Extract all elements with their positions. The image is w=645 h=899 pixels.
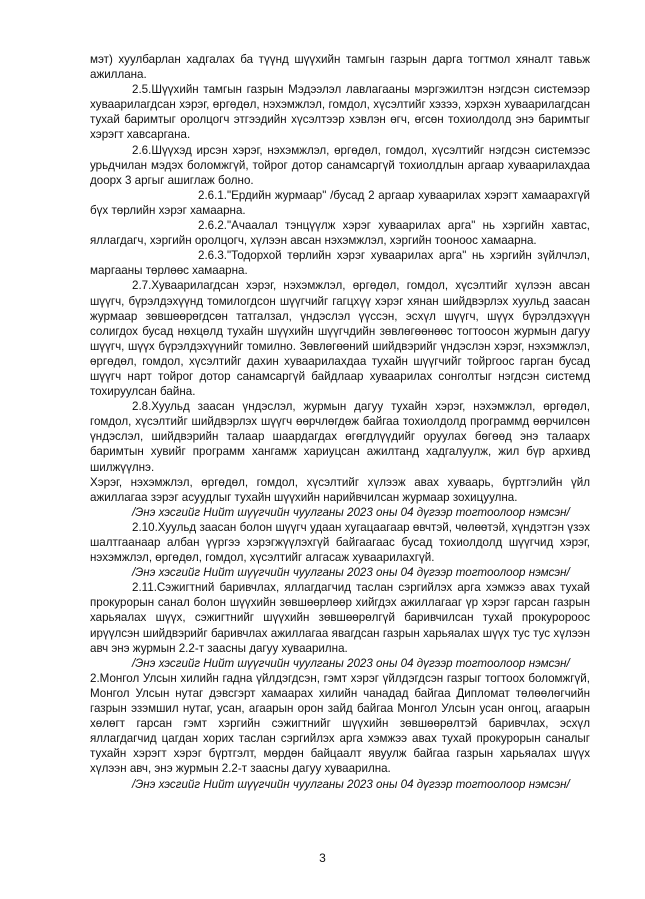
amendment-note: /Энэ хэсгийг Нийт шүүгчийн чуулганы 2023 оны 04 дүгээр тогтоолоор нэмсэн/	[132, 505, 570, 519]
document-body	[90, 52, 590, 792]
paragraph: 2.Монгол Улсын хилийн гадна үйлдэгдсэн, гэмт хэрэг үйлдэгдсэн газрыг тогтоох боломжгүй, Монгол Улсын нутаг дэвсгэрт хамаарах хилийн чанадад байгаа Дипломат төлөөлөгчийн газрын эзэмшил нутаг, усан, агаарын орон зайд байгаа Монгол Улсын усан онгоц, агаарын хөлөгт гарсан гэмт хэргийн сэжигтнийг шүүхийн зөвшөөрөлтэй баривчлах, эсхүл яллагдагчид цагдан хорих таслан сэргийлэх арга хэмжээ авах тухай прокурорын саналыг тухайн хэрэгт хэрэг бүртгэлт, мөрдөн байцаалт явуулж байгаа газрын харьяалах шүүх хүлээн авч, энэ журмын 2.2-т заасны дагуу хуваарилна.	[90, 671, 590, 776]
paragraph: Хэрэг, нэхэмжлэл, өргөдөл, гомдол, хүсэлтийг хүлээж авах хуваарь, бүртгэлийн үйл ажиллагаа зэрэг асуудлыг тухайн шүүхийн нарийвчилсан журмаар зохицуулна.	[90, 475, 590, 504]
paragraph: 2.10.Хуульд заасан болон шүүгч удаан хугацаагаар өвчтэй, чөлөөтэй, хүндэтгэн үзэх шалтгаанаар албан үүргээ хэрэгжүүлэхгүй байгаагаас бусад тохиолдолд шүүгчид хэрэг, нэхэмжлэл, өргөдөл, гомдол, хүсэлтийг алгасаж хуваарилахгүй.	[90, 520, 590, 565]
page-number: 3	[319, 851, 326, 865]
paragraph: 2.5.Шүүхийн тамгын газрын Мэдээлэл лавлагааны мэргэжилтэн нэгдсэн системээр хуваарилагдсан хэрэг, өргөдөл, нэхэмжлэл, гомдол, хүсэлтийг хэзээ, хэрхэн хуваарилагдсан тухай баримтыг оролцогч этгээдийн хүсэлтээр хэвлэн өгч, өгсөн тохиолдолд энэ баримтыг хэрэгт хавсаргана.	[90, 83, 590, 142]
paragraph: 2.6.1."Ердийн журмаар" /бусад 2 аргаар хуваарилах хэрэгт хамаарахгүй бүх төрлийн хэрэг хамаарна.	[90, 188, 590, 217]
paragraph: мэт) хуулбарлан хадгалах ба түүнд шүүхийн тамгын газрын дарга тогтмол хяналт тавьж ажиллана.	[90, 53, 590, 82]
amendment-note: /Энэ хэсгийг Нийт шүүгчийн чуулганы 2023 оны 04 дүгээр тогтоолоор нэмсэн/	[132, 777, 570, 791]
paragraph: 2.7.Хуваарилагдсан хэрэг, нэхэмжлэл, өргөдөл, гомдол, хүсэлтийг хүлээн авсан шүүгч, бүрэлдэхүүнд томилогдсон шүүгчийг гагцхүү хэрэг хянан шийдвэрлэх хуульд заасан журмаар зөвшөөрөгдсөн татгалзал, үндэслэл үүссэн, эсхүл шүүгч, шүүх бүрэлдэхүүн солигдох бусад нөхцөлд тухайн шүүхийн шүүгчдийн зөвлөгөөнөөс тогтоосон журмын дагуу шүүгч, шүүх бүрэлдэхүүнийг томилно. Зөвлөгөөний шийдвэрийг үндэслэн хэрэг, нэхэмжлэл, өргөдөл, гомдол, хүсэлтийг дахин хуваарилахдаа тухайн шүүгчийг тойргоос гарган бусад шүүгч нарт тойрог дотор санамсаргүй байдлаар хуваарилах сонголтыг нэгдсэн системд тохируулсан байна.	[90, 279, 590, 399]
paragraph: 2.6.2."Ачаалал тэнцүүлж хэрэг хуваарилах арга" нь хэргийн хавтас, яллагдагч, хэргийн оролцогч, хүлээн авсан нэхэмжлэл, хэргийн тооноос хамаарна.	[90, 219, 590, 248]
paragraph: 2.6.Шүүхэд ирсэн хэрэг, нэхэмжлэл, өргөдөл, гомдол, хүсэлтийг нэгдсэн системээс урьдчилан мэдэх боломжгүй, тойрог дотор санамсаргүй тохиолдлын аргаар хуваарилахдаа доорх 3 аргыг ашиглаж болно.	[90, 143, 590, 187]
amendment-note: /Энэ хэсгийг Нийт шүүгчийн чуулганы 2023 оны 04 дүгээр тогтоолоор нэмсэн/	[132, 566, 570, 580]
paragraph: 2.11.Сэжигтний баривчлах, яллагдагчид таслан сэргийлэх арга хэмжээ авах тухай прокурорын санал болон шүүхийн зөвшөөрлөөр хийгдэх ажиллагааг үр хэрэг гарсан газрын харьяалах шүүх, сэжигтнийг шүүхийн зөвшөөрөлгүй баривчилсан тухай прокуророос ирүүлсэн шийдвэрийг баривчлах ажиллагаа явагдсан газрын харьяалах шүүх тус тус хүлээн авч энэ журмын 2.2-т заасны дагуу хуваарилна.	[90, 581, 590, 655]
amendment-note: /Энэ хэсгийг Нийт шүүгчийн чуулганы 2023 оны 04 дүгээр тогтоолоор нэмсэн/	[132, 656, 570, 670]
paragraph: 2.8.Хуульд заасан үндэслэл, журмын дагуу тухайн хэрэг, нэхэмжлэл, өргөдөл, гомдол, хүсэлтийг шийдвэрлэх шүүгч өөрчлөгдөж байгаа тохиолдолд программд өөрчилсөн үндэслэл, шийдвэрийн талаар шаардагдах өгөгдлүүдийг оруулах бөгөөд энэ талаарх баримтын хувийг программ хангамж хариуцсан ажилтанд хадгалуулж, жил бүр архивд шилжүүлнэ.	[90, 400, 590, 474]
paragraph: 2.6.3."Тодорхой төрлийн хэрэг хуваарилах арга" нь хэргийн зүйлчлэл, маргааны төрлөөс хамаарна.	[90, 249, 590, 278]
